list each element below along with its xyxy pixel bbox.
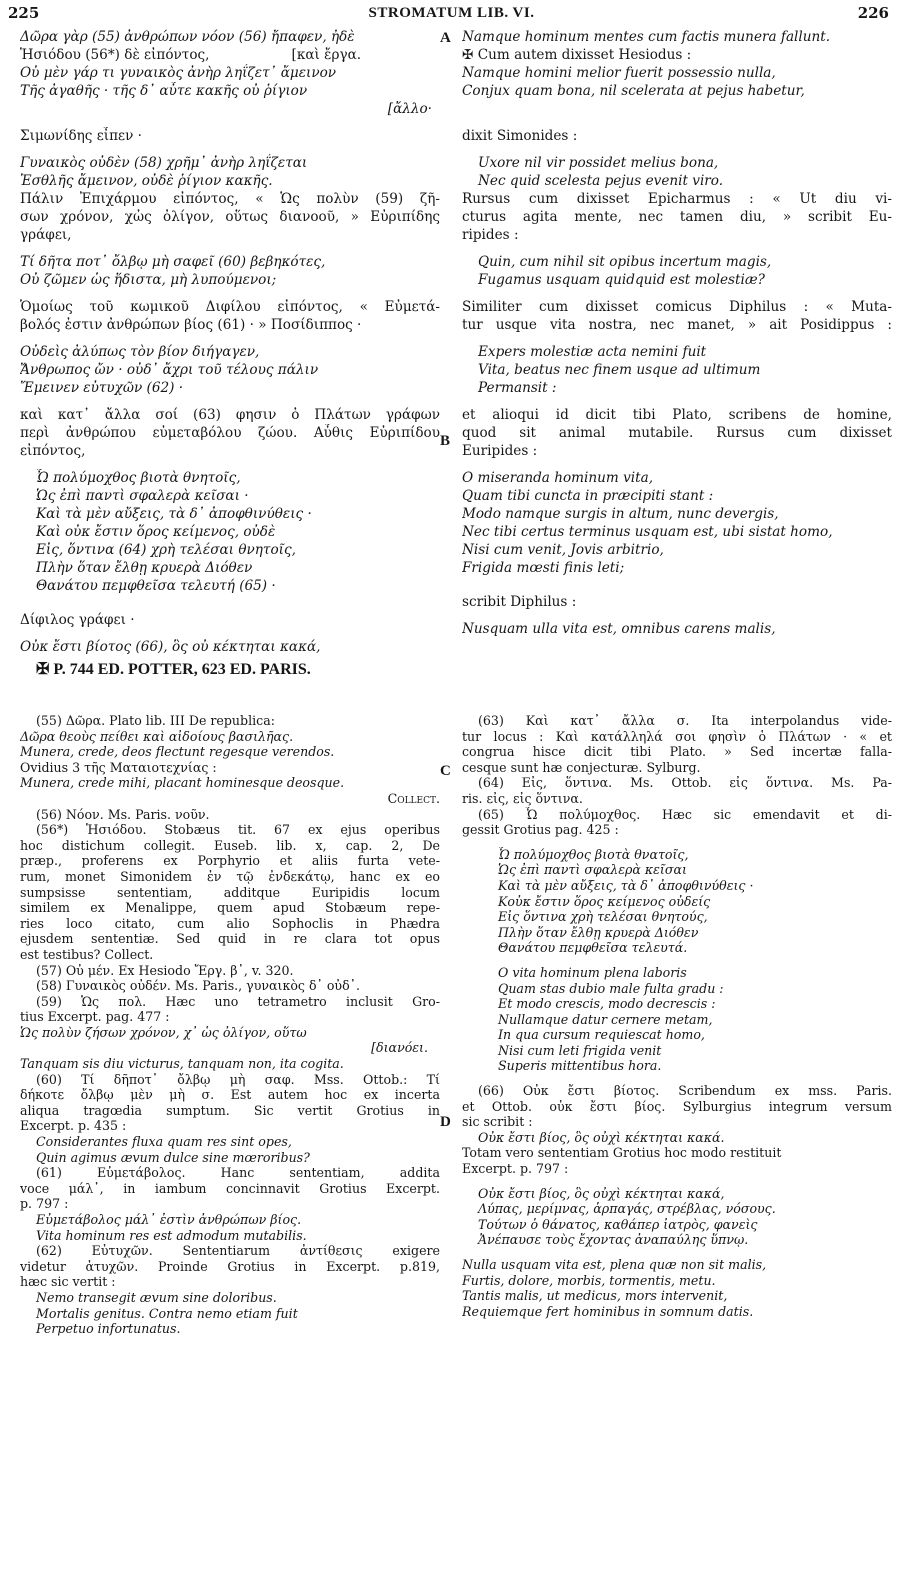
- footnote-quote: Λύπας, μερίμνας, ἁρπαγάς, στρέβλας, νόσους.: [478, 1201, 776, 1217]
- latin-line: tur usque vita nostra, nec manet, » ait Posidippus :: [462, 317, 892, 333]
- greek-verse: Γυναικὸς οὐδὲν (58) χρῆμ᾽ ἀνὴρ ληΐζεται: [20, 155, 308, 171]
- footnote-line: tur locus : Καὶ κατάλληλά σοι φησὶν ὁ Πλάτων · « et: [462, 728, 892, 744]
- footnote-line: sic scribit :: [462, 1114, 533, 1130]
- latin-line: scribit Diphilus :: [462, 594, 577, 610]
- greek-verse: Καὶ οὐκ ἔστιν ὅρος κείμενος, οὐδὲ: [36, 524, 276, 540]
- greek-line: εἰπόντος,: [20, 443, 86, 459]
- footnote-quote: Tanquam sis diu victurus, tanquam non, ita cogita.: [20, 1056, 344, 1072]
- footnote-line: (58) Γυναικὸς οὐδέν. Ms. Paris., γυναικὸς δ᾽ οὐδ᾽.: [36, 978, 360, 994]
- footnote-line: videtur ἀτυχῶν. Proinde Grotius in Excerpt. p.819,: [20, 1258, 440, 1274]
- footnote-quote: Superis mittentibus hora.: [498, 1058, 662, 1074]
- footnote-line: tius Excerpt. pag. 477 :: [20, 1009, 170, 1025]
- greek-line: περὶ ἀνθρώπου εὐμεταβόλου ζώου. Αὖθις Εὐριπίδου: [20, 425, 440, 441]
- footnote-line: (65) Ὦ πολύμοχθος. Hæc sic emendavit et di-: [478, 806, 892, 822]
- footnote-line: (63) Καὶ κατ᾽ ἄλλα σ. Ita interpolandus vide-: [478, 713, 892, 728]
- footnote-line: gessit Grotius pag. 425 :: [462, 822, 619, 838]
- footnote-quote: Furtis, dolore, morbis, tormentis, metu.: [462, 1272, 716, 1288]
- footnote-quote: Κοὐκ ἔστιν ὅρος κείμενος οὐδείς: [498, 893, 711, 909]
- page-number-right: 226: [857, 4, 889, 22]
- footnote-line: Excerpt. p. 435 :: [20, 1118, 127, 1134]
- footnote-quote: Nemo transegit ævum sine doloribus.: [36, 1289, 277, 1305]
- footnote-quote: Πλὴν ὅταν ἔλθῃ κρυερὰ Διόθεν: [498, 924, 699, 940]
- footnote-quote: Nisi cum leti frigida venit: [498, 1042, 662, 1058]
- latin-verse: Namque homini melior fuerit possessio nulla,: [462, 65, 776, 81]
- greek-verse: Ἄνθρωπος ὤν · οὐδ᾽ ἄχρι τοῦ τέλους πάλιν: [20, 362, 319, 378]
- greek-verse: Καὶ τὰ μὲν αὔξεις, τὰ δ᾽ ἀποφθινύθεις ·: [36, 506, 312, 522]
- greek-line: Ἡσιόδου (56*) δὲ εἰπόντος, [καὶ ἔργα.: [20, 47, 362, 63]
- greek-verse: Θανάτου πεμφθεῖσα τελευτή (65) ·: [36, 578, 276, 594]
- footnote-line: (62) Εὐτυχῶν. Sententiarum ἀντίθεσις exigere: [36, 1243, 440, 1259]
- latin-line: Euripides :: [462, 443, 538, 459]
- latin-verse: Nec tibi certus terminus usquam est, ubi sistat homo,: [462, 524, 833, 540]
- greek-verse: Ὡς ἐπὶ παντὶ σφαλερὰ κεῖσαι ·: [36, 488, 249, 504]
- footnote-line: Ovidius 3 τῆς Ματαιοτεχνίας :: [20, 759, 217, 775]
- latin-verse: Nisi cum venit, Jovis arbitrio,: [462, 542, 664, 558]
- margin-letter-d: D: [440, 1114, 451, 1130]
- latin-verse: Namque hominum mentes cum factis munera fallunt.: [462, 29, 831, 45]
- greek-verse: Τῆς ἀγαθῆς · τῆς δ᾽ αὖτε κακῆς οὐ ῥίγιον: [20, 83, 308, 99]
- greek-verse: Ἐσθλῆς ἄμεινον, οὐδὲ ῥίγιον κακῆς.: [20, 173, 273, 189]
- footnote-line: δήκοτε ὄλβῳ μὲν μὴ σ. Est autem hoc ex incerta: [20, 1087, 440, 1103]
- footnote-line: hæc sic vertit :: [20, 1274, 116, 1290]
- footnote-line: voce μάλ᾽, in iambum concinnavit Grotius Excerpt.: [20, 1180, 440, 1196]
- greek-verse: Πλὴν ὅταν ἔλθῃ κρυερὰ Διόθεν: [36, 560, 253, 576]
- greek-line: Δῶρα γὰρ (55) ἀνθρώπων νόον (56) ἤπαφεν, ἠδὲ: [20, 29, 355, 45]
- footnote-quote: Tantis malis, ut medicus, mors intervenit,: [462, 1288, 728, 1304]
- footnote-line: ejusdem sententiæ. Sed quid in re clara tot opus: [20, 931, 440, 947]
- latin-verse: Frigida mœsti finis leti;: [462, 560, 625, 576]
- footnote-quote: Vita hominum res est admodum mutabilis.: [36, 1227, 307, 1243]
- greek-verse: Εἰς, ὅντινα (64) χρὴ τελέσαι θνητοῖς,: [36, 542, 296, 558]
- footnotes-left-column: [20, 713, 440, 1337]
- footnote-quote: Considerantes fluxa quam res sint opes,: [36, 1134, 292, 1150]
- footnote-quote: Δῶρα θεοὺς πείθει καὶ αἰδοίους βασιλῆας.: [20, 728, 294, 744]
- greek-verse: [ἄλλο·: [387, 101, 432, 117]
- latin-verse: Fugamus usquam quidquid est molestiæ?: [478, 272, 765, 288]
- footnote-line: præp., proferens ex Porphyrio et aliis furta vete-: [20, 853, 440, 869]
- greek-verse: Οὐκ ἔστι βίοτος (66), ὃς οὐ κέκτηται κακά,: [20, 639, 321, 655]
- footnote-quote: Καὶ τὰ μὲν αὔξεις, τὰ δ᾽ ἀποφθινύθεις ·: [498, 877, 754, 893]
- footnote-quote: Quam stas dubio male fulta gradu :: [498, 980, 724, 996]
- footnote-quote: Munera, crede mihi, placant hominesque deosque.: [20, 775, 345, 791]
- footnote-line: est testibus? Collect.: [20, 946, 154, 962]
- margin-letter-c: C: [440, 763, 451, 779]
- latin-line: ✠ Cum autem dixisset Hesiodus :: [462, 47, 692, 63]
- greek-verse: Οὐδεὶς ἀλύπως τὸν βίον διήγαγεν,: [20, 344, 260, 360]
- footnote-line: (55) Δῶρα. Plato lib. III De republica:: [36, 713, 275, 728]
- footnote-line: cesque sunt hæ conjecturæ. Sylburg.: [462, 759, 701, 775]
- latin-verse: Quam tibi cuncta in præcipiti stant :: [462, 488, 714, 504]
- latin-line: et alioqui id dicit tibi Plato, scribens de homine,: [462, 407, 892, 423]
- footnote-quote: Εὐμετάβολος μάλ᾽ ἐστὶν ἀνθρώπων βίος.: [36, 1212, 302, 1227]
- latin-verse: Vita, beatus nec finem usque ad ultimum: [478, 362, 761, 378]
- latin-line: ripides :: [462, 227, 519, 243]
- latin-verse: Conjux quam bona, nil scelerata at pejus habetur,: [462, 83, 805, 99]
- footnote-quote: Ἀνέπαυσε τοὺς ἔχοντας ἀναπαύλης ὕπνῳ.: [478, 1232, 749, 1248]
- latin-verse: Permansit :: [478, 380, 557, 396]
- greek-verse: Ὦ πολύμοχθος βιοτὰ θνητοῖς,: [36, 470, 241, 486]
- footnote-quote: Nullamque datur cernere metam,: [498, 1011, 713, 1027]
- footnote-line: (60) Τί δῆποτ᾽ ὄλβῳ μὴ σαφ. Mss. Ottob.: Τί: [36, 1071, 440, 1087]
- latin-verse: Uxore nil vir possidet melius bona,: [478, 155, 719, 171]
- footnote-line: similem ex Menalippe, quem apud Stobæum repe-: [20, 900, 440, 916]
- latin-line: Similiter cum dixisset comicus Diphilus : « Muta-: [462, 299, 892, 315]
- footnote-line: Collect.: [387, 790, 440, 806]
- footnote-line: (56) Νόον. Ms. Paris. νοῦν.: [36, 806, 210, 822]
- footnote-line: (56*) Ἡσιόδου. Stobæus tit. 67 ex ejus operibus: [36, 822, 440, 838]
- latin-verse: Quin, cum nihil sit opibus incertum magis,: [478, 254, 772, 270]
- greek-line: Δίφιλος γράφει ·: [20, 612, 135, 628]
- footnote-quote: [διανόει.: [371, 1040, 428, 1056]
- latin-verse: Modo namque surgis in altum, nunc devergis,: [462, 506, 779, 522]
- greek-line: Ὁμοίως τοῦ κωμικοῦ Διφίλου εἰπόντος, « Εὐμετά-: [20, 299, 440, 315]
- footnote-line: Totam vero sententiam Grotius hoc modo restituit: [462, 1145, 782, 1161]
- greek-line: καὶ κατ᾽ ἄλλα σοί (63) φησιν ὁ Πλάτων γράφων: [20, 407, 440, 423]
- latin-line: dixit Simonides :: [462, 128, 578, 144]
- greek-verse: Οὐ ζῶμεν ὡς ἥδιστα, μὴ λυπούμενοι;: [20, 272, 277, 288]
- greek-line: βολός ἐστιν ἀνθρώπων βίος (61) · » Ποσίδιππος ·: [20, 317, 362, 333]
- page-number-left: 225: [8, 4, 40, 22]
- margin-letter-b: B: [440, 433, 451, 449]
- latin-verse: Expers molestiæ acta nemini fuit: [478, 344, 707, 360]
- latin-verse: O miseranda hominum vita,: [462, 470, 654, 486]
- footnote-quote: Τούτων ὁ θάνατος, καθάπερ ἰατρὸς, φανεὶς: [478, 1216, 758, 1232]
- footnote-line: Excerpt. p. 797 :: [462, 1161, 569, 1177]
- footnote-line: (59) Ὡς πολ. Hæc uno tetrametro inclusit Gro-: [36, 993, 440, 1009]
- running-title: STROMATUM LIB. VI.: [368, 5, 535, 21]
- footnote-quote: Mortalis genitus. Contra nemo etiam fuit: [36, 1305, 298, 1321]
- footnote-quote: Ὡς πολὺν ζήσων χρόνον, χ᾽ ὡς ὀλίγον, οὕτω: [20, 1024, 307, 1040]
- footnote-line: hoc distichum collegit. Euseb. lib. x, cap. 2, De: [20, 837, 440, 853]
- greek-line: Σιμωνίδης εἶπεν ·: [20, 128, 142, 144]
- footnote-line: rum, monet Simonidem ἐν τῷ ἐνδεκάτῳ, hanc ex eo: [20, 868, 440, 884]
- margin-letter-a: A: [440, 30, 451, 46]
- greek-line: σων χρόνον, χὠς ὀλίγον, οὕτως διανοοῦ, » Εὐριπίδης: [20, 209, 440, 225]
- footnote-quote: Et modo crescis, modo decrescis :: [498, 996, 716, 1012]
- footnotes-right-column: [462, 713, 892, 1319]
- greek-text-column: [20, 28, 440, 682]
- footnote-line: p. 797 :: [20, 1196, 69, 1212]
- greek-line: γράφει,: [20, 227, 72, 243]
- footnote-line: sumpsisse sententiam, additque Euripidis locum: [20, 884, 440, 900]
- greek-verse: Ἔμεινεν εὐτυχῶν (62) ·: [20, 380, 184, 396]
- footnote-quote: Quin agimus ævum dulce sine mœroribus?: [36, 1149, 310, 1165]
- footnote-quote: Munera, crede, deos flectunt regesque verendos.: [20, 744, 335, 760]
- footnote-line: (57) Οὐ μέν. Ex Hesiodo Ἔργ. β᾽, v. 320.: [36, 962, 294, 978]
- latin-text-column: [462, 28, 892, 638]
- footnote-quote: Nulla usquam vita est, plena quæ non sit malis,: [462, 1257, 767, 1272]
- footnote-quote: Requiemque fert hominibus in somnum datis.: [462, 1303, 754, 1319]
- footnote-line: ris. εἰς, εἰς ὅντινα.: [462, 790, 583, 806]
- latin-line: cturus agita mente, nec tamen diu, » scribit Eu-: [462, 209, 892, 225]
- greek-line: Πάλιν Ἐπιχάρμου εἰπόντος, « Ὡς πολὺν (59) ζῆ-: [20, 191, 440, 207]
- footnote-quote: Ὡς ἐπὶ παντὶ σφαλερὰ κεῖσαι: [498, 862, 687, 878]
- section-heading: ✠ P. 744 ED. POTTER, 623 ED. PARIS.: [36, 661, 311, 678]
- latin-verse: Nec quid scelesta pejus evenit viro.: [478, 173, 724, 189]
- footnote-quote: Ὦ πολύμοχθος βιοτὰ θνατοῖς,: [498, 846, 689, 862]
- footnote-line: et Ottob. οὐκ ἔστι βίος. Sylburgius integrum versum: [462, 1098, 892, 1114]
- footnote-quote: In qua cursum requiescat homo,: [498, 1027, 705, 1043]
- footnote-quote: Perpetuo infortunatus.: [36, 1321, 181, 1337]
- footnote-line: congrua hisce dicit tibi Plato. » Sed incertæ falla-: [462, 744, 892, 760]
- footnote-line: (66) Οὐκ ἔστι βίοτος. Scribendum ex mss. Paris.: [478, 1083, 892, 1099]
- footnote-line: (64) Εἰς, ὅντινα. Ms. Ottob. εἰς ὅντινα. Ms. Pa-: [478, 775, 892, 791]
- latin-line: quod sit animal mutabile. Rursus cum dixisset: [462, 425, 892, 441]
- footnote-quote: Οὐκ ἔστι βίος, ὃς οὐχὶ κέκτηται κακά.: [478, 1129, 725, 1145]
- greek-verse: Οὐ μὲν γάρ τι γυναικὸς ἀνὴρ ληΐζετ᾽ ἄμεινον: [20, 65, 337, 81]
- footnote-quote: O vita hominum plena laboris: [498, 964, 687, 980]
- latin-verse: Nusquam ulla vita est, omnibus carens malis,: [462, 621, 776, 637]
- footnote-line: aliqua tragœdia sumptum. Sic vertit Grotius in: [20, 1102, 440, 1118]
- footnote-quote: Οὐκ ἔστι βίος, ὃς οὐχὶ κέκτηται κακά,: [478, 1185, 725, 1201]
- footnote-quote: Εἰς ὅντινα χρὴ τελέσαι θνητούς,: [498, 909, 708, 925]
- footnote-quote: Θανάτου πεμφθεῖσα τελευτά.: [498, 940, 688, 956]
- greek-verse: Τί δῆτα ποτ᾽ ὄλβῳ μὴ σαφεῖ (60) βεβηκότες,: [20, 254, 326, 270]
- footnote-line: (61) Εὐμετάβολος. Hanc sententiam, addita: [36, 1165, 440, 1181]
- latin-line: Rursus cum dixisset Epicharmus : « Ut diu vi-: [462, 191, 892, 207]
- footnote-line: ries loco citato, cum alio Sophoclis in Phædra: [20, 915, 440, 931]
